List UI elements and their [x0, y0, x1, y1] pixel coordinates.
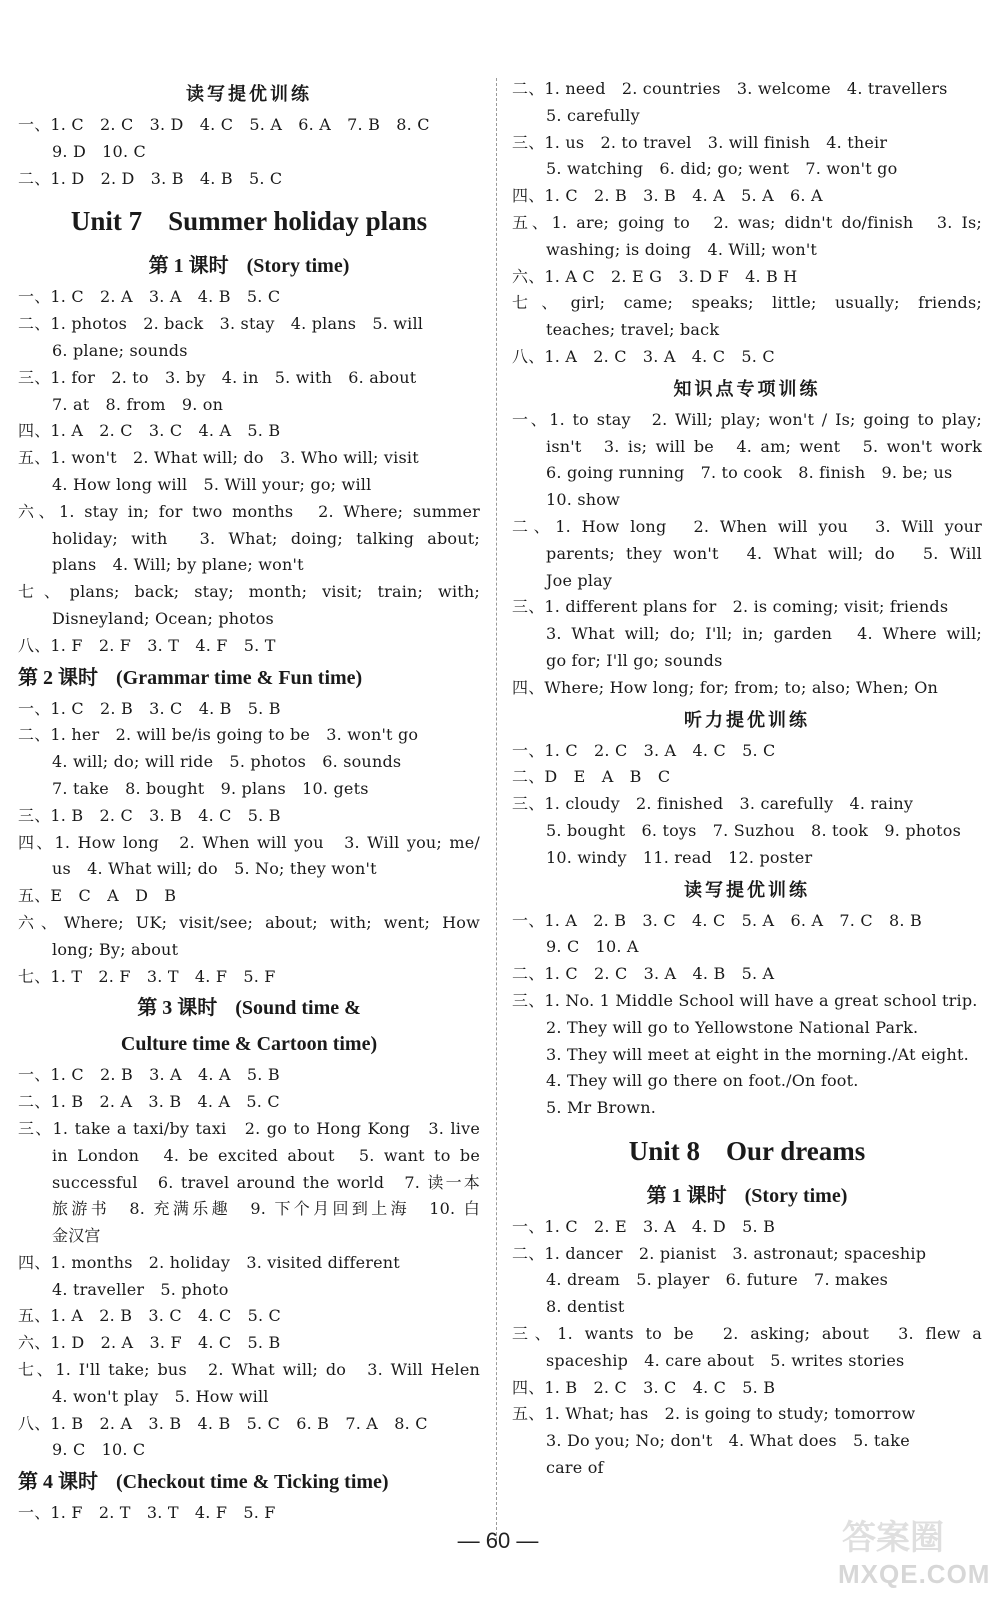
- lesson-name: (Grammar time & Fun time): [116, 666, 363, 689]
- answer-line: 5. Mr Brown.: [546, 1098, 656, 1118]
- section-heading: 读写提优训练: [684, 879, 810, 901]
- answer-line: 二、1. B 2. A 3. B 4. A 5. C: [18, 1092, 280, 1112]
- answer-line: 二、1. D 2. D 3. B 4. B 5. C: [18, 168, 283, 188]
- answer-line: 9. C 10. A: [546, 937, 639, 957]
- answer-line: isn't 3. is; will be 4. am; went 5. won't work: [546, 436, 982, 456]
- answer-line: 一、1. C 2. B 3. C 4. B 5. B: [18, 698, 281, 718]
- section-heading: 听力提优训练: [684, 709, 810, 731]
- answer-line: 三、1. take a taxi/by taxi 2. go to Hong Kong 3. live: [18, 1118, 480, 1138]
- answer-line: 旅游书 8. 充满乐趣 9. 下个月回到上海 10. 白: [52, 1199, 480, 1219]
- answer-line: 七、1. T 2. F 3. T 4. F 5. F: [18, 966, 276, 986]
- lesson-name: (Story time): [246, 255, 350, 278]
- answer-line: 6. going running 7. to cook 8. finish 9. be; us: [546, 463, 953, 483]
- answer-line: 三、1. different plans for 2. is coming; visit; friends: [512, 597, 949, 617]
- answer-line: 9. D 10. C: [52, 141, 146, 161]
- answer-line: 四、1. B 2. C 3. C 4. C 5. B: [512, 1377, 776, 1397]
- answer-line: 4. will; do; will ride 5. photos 6. sounds: [52, 752, 402, 772]
- answer-line: 3. They will meet at eight in the morning./At eight.: [546, 1044, 969, 1064]
- answer-line: 六、1. A C 2. E G 3. D F 4. B H: [512, 266, 798, 286]
- answer-line: successful 6. travel around the world 7. 读一本: [52, 1172, 480, 1192]
- answer-line: 八、1. F 2. F 3. T 4. F 5. T: [18, 635, 276, 655]
- answer-line: 五、1. are; going to 2. was; didn't do/finish 3. Is;: [512, 212, 982, 232]
- lesson-heading: [512, 1178, 982, 1214]
- section-heading: 读写提优训练: [186, 84, 312, 105]
- answer-line: 四、1. A 2. C 3. C 4. A 5. B: [18, 421, 281, 441]
- answer-line: 5. carefully: [546, 105, 640, 125]
- lesson-number: 第 1 课时: [148, 255, 229, 278]
- answer-line: 10. show: [546, 490, 620, 510]
- lesson-heading: [18, 660, 480, 696]
- answer-line: 二、1. dancer 2. pianist 3. astronaut; spaceship: [512, 1243, 927, 1263]
- answer-line: in London 4. be excited about 5. want to be: [52, 1145, 480, 1165]
- answer-line: 10. windy 11. read 12. poster: [546, 847, 813, 867]
- lesson-heading: [18, 248, 480, 284]
- answer-line: 二、1. her 2. will be/is going to be 3. won't go: [18, 725, 419, 745]
- lesson-heading: [18, 1464, 480, 1500]
- answer-line: 六、1. D 2. A 3. F 4. C 5. B: [18, 1333, 281, 1353]
- lesson-number: 第 3 课时: [137, 997, 218, 1020]
- lesson-number: 第 4 课时: [18, 1471, 98, 1494]
- answer-line: 五、1. A 2. B 3. C 4. C 5. C: [18, 1306, 281, 1326]
- answer-line: 一、1. C 2. E 3. A 4. D 5. B: [512, 1216, 776, 1236]
- answer-line: Joe play: [546, 570, 613, 590]
- answer-line: parents; they won't 4. What will; do 5. Will: [546, 543, 982, 563]
- unit-name: Our dreams: [726, 1135, 866, 1166]
- answer-line: care of: [546, 1458, 604, 1478]
- unit-title: [18, 196, 480, 246]
- lesson-name: Culture time & Cartoon time): [120, 1033, 378, 1056]
- answer-line: 三、1. wants to be 2. asking; about 3. flew a: [512, 1324, 982, 1344]
- page-number: — 60 —: [457, 1528, 539, 1553]
- answer-line: 6. plane; sounds: [52, 340, 188, 360]
- answer-line: 五、1. What; has 2. is going to study; tomorrow: [512, 1404, 916, 1424]
- watermark-logo: [828, 1510, 991, 1590]
- answer-line: 二、1. need 2. countries 3. welcome 4. travellers: [512, 79, 948, 98]
- answer-line: 3. What will; do; I'll; in; garden 4. Where will;: [546, 624, 982, 644]
- answer-line: go for; I'll go; sounds: [546, 650, 723, 670]
- column-divider: [496, 78, 497, 1540]
- answer-line: Disneyland; Ocean; photos: [52, 608, 274, 628]
- answer-line: 二、1. How long 2. When will you 3. Will your: [512, 516, 982, 536]
- answer-line: washing; is doing 4. Will; won't: [546, 239, 818, 259]
- answer-line: 七、girl; came; speaks; little; usually; friends;: [512, 293, 982, 313]
- answer-line: 四、1. months 2. holiday 3. visited different: [18, 1252, 400, 1272]
- left-column: [18, 76, 480, 1527]
- unit-title: [512, 1126, 982, 1176]
- answer-line: 金汉宫: [52, 1226, 101, 1246]
- answer-line: 4. How long will 5. Will your; go; will: [52, 474, 372, 494]
- answer-line: 三、1. us 2. to travel 3. will finish 4. their: [512, 132, 888, 152]
- answer-line: 二、1. C 2. C 3. A 4. B 5. A: [512, 964, 775, 984]
- answer-line: 四、1. C 2. B 3. B 4. A 5. A 6. A: [512, 186, 823, 206]
- unit-number: Unit 8: [628, 1135, 700, 1166]
- unit-number: Unit 7: [70, 206, 143, 237]
- answer-line: holiday; with 3. What; doing; talking about;: [52, 528, 480, 548]
- answer-line: 三、1. No. 1 Middle School will have a great school trip.: [512, 990, 978, 1010]
- answer-line: spaceship 4. care about 5. writes stories: [546, 1350, 905, 1370]
- answer-line: 七、1. I'll take; bus 2. What will; do 3. Will Helen: [18, 1360, 480, 1380]
- watermark-en: MXQE.COM: [838, 1559, 991, 1589]
- answer-line: 一、1. F 2. T 3. T 4. F 5. F: [18, 1503, 276, 1523]
- answer-line: 六、1. stay in; for two months 2. Where; summer: [18, 501, 480, 521]
- lesson-heading: [18, 990, 480, 1026]
- answer-line: 4. dream 5. player 6. future 7. makes: [546, 1270, 889, 1290]
- lesson-number: 第 1 课时: [646, 1184, 727, 1207]
- answer-line: 六、Where; UK; visit/see; about; with; went; How: [18, 912, 480, 932]
- answer-line: us 4. What will; do 5. No; they won't: [52, 859, 377, 879]
- answer-line: 4. won't play 5. How will: [52, 1386, 269, 1406]
- answer-line: 五、E C A D B: [18, 886, 177, 906]
- watermark-cn: 答案圈: [842, 1518, 944, 1558]
- answer-line: 4. They will go there on foot./On foot.: [546, 1071, 859, 1091]
- answer-line: plans 4. Will; by plane; won't: [52, 555, 304, 575]
- right-column: [512, 76, 982, 1482]
- answer-line: 三、1. cloudy 2. finished 3. carefully 4. rainy: [512, 794, 914, 814]
- answer-line: 一、1. C 2. C 3. D 4. C 5. A 6. A 7. B 8. C: [18, 115, 430, 134]
- answer-line: 8. dentist: [546, 1297, 625, 1317]
- answer-line: 4. traveller 5. photo: [52, 1279, 229, 1299]
- unit-name: Summer holiday plans: [168, 206, 428, 237]
- answer-line: 7. at 8. from 9. on: [52, 394, 224, 414]
- answer-line: 二、1. photos 2. back 3. stay 4. plans 5. will: [18, 314, 424, 334]
- answer-line: 八、1. A 2. C 3. A 4. C 5. C: [512, 346, 775, 366]
- answer-line: 3. Do you; No; don't 4. What does 5. take: [546, 1431, 910, 1451]
- answer-line: 一、1. C 2. C 3. A 4. C 5. C: [512, 740, 776, 760]
- answer-line: 四、1. How long 2. When will you 3. Will you; me/: [18, 832, 480, 852]
- answer-line: 五、1. won't 2. What will; do 3. Who will; visit: [18, 448, 419, 468]
- lesson-heading: [18, 1026, 480, 1062]
- answer-line: teaches; travel; back: [546, 320, 720, 340]
- answer-line: 5. watching 6. did; go; went 7. won't go: [546, 159, 898, 179]
- lesson-number: 第 2 课时: [18, 666, 98, 689]
- answer-line: 9. C 10. C: [52, 1440, 146, 1460]
- answer-line: 5. bought 6. toys 7. Suzhou 8. took 9. photos: [546, 820, 962, 840]
- answer-line: 四、Where; How long; for; from; to; also; When; On: [512, 677, 939, 697]
- answer-line: 一、1. C 2. A 3. A 4. B 5. C: [18, 287, 281, 307]
- answer-line: long; By; about: [52, 939, 179, 959]
- answer-line: 八、1. B 2. A 3. B 4. B 5. C 6. B 7. A 8. C: [18, 1413, 428, 1433]
- answer-line: 三、1. B 2. C 3. B 4. C 5. B: [18, 805, 281, 825]
- answer-line: 一、1. A 2. B 3. C 4. C 5. A 6. A 7. C 8. B: [512, 910, 922, 930]
- lesson-name: (Checkout time & Ticking time): [116, 1471, 389, 1494]
- answer-line: 一、1. C 2. B 3. A 4. A 5. B: [18, 1065, 280, 1085]
- lesson-name: (Sound time &: [235, 997, 361, 1020]
- answer-line: 三、1. for 2. to 3. by 4. in 5. with 6. about: [18, 367, 417, 387]
- answer-line: 一、1. to stay 2. Will; play; won't / Is; going to play;: [512, 409, 982, 429]
- answer-line: 二、D E A B C: [512, 767, 671, 787]
- lesson-name: (Story time): [744, 1184, 848, 1207]
- section-heading: 知识点专项训练: [673, 378, 821, 400]
- answer-line: 7. take 8. bought 9. plans 10. gets: [52, 778, 369, 798]
- answer-line: 2. They will go to Yellowstone National Park.: [546, 1017, 919, 1037]
- answer-line: 七、plans; back; stay; month; visit; train; with;: [18, 582, 480, 602]
